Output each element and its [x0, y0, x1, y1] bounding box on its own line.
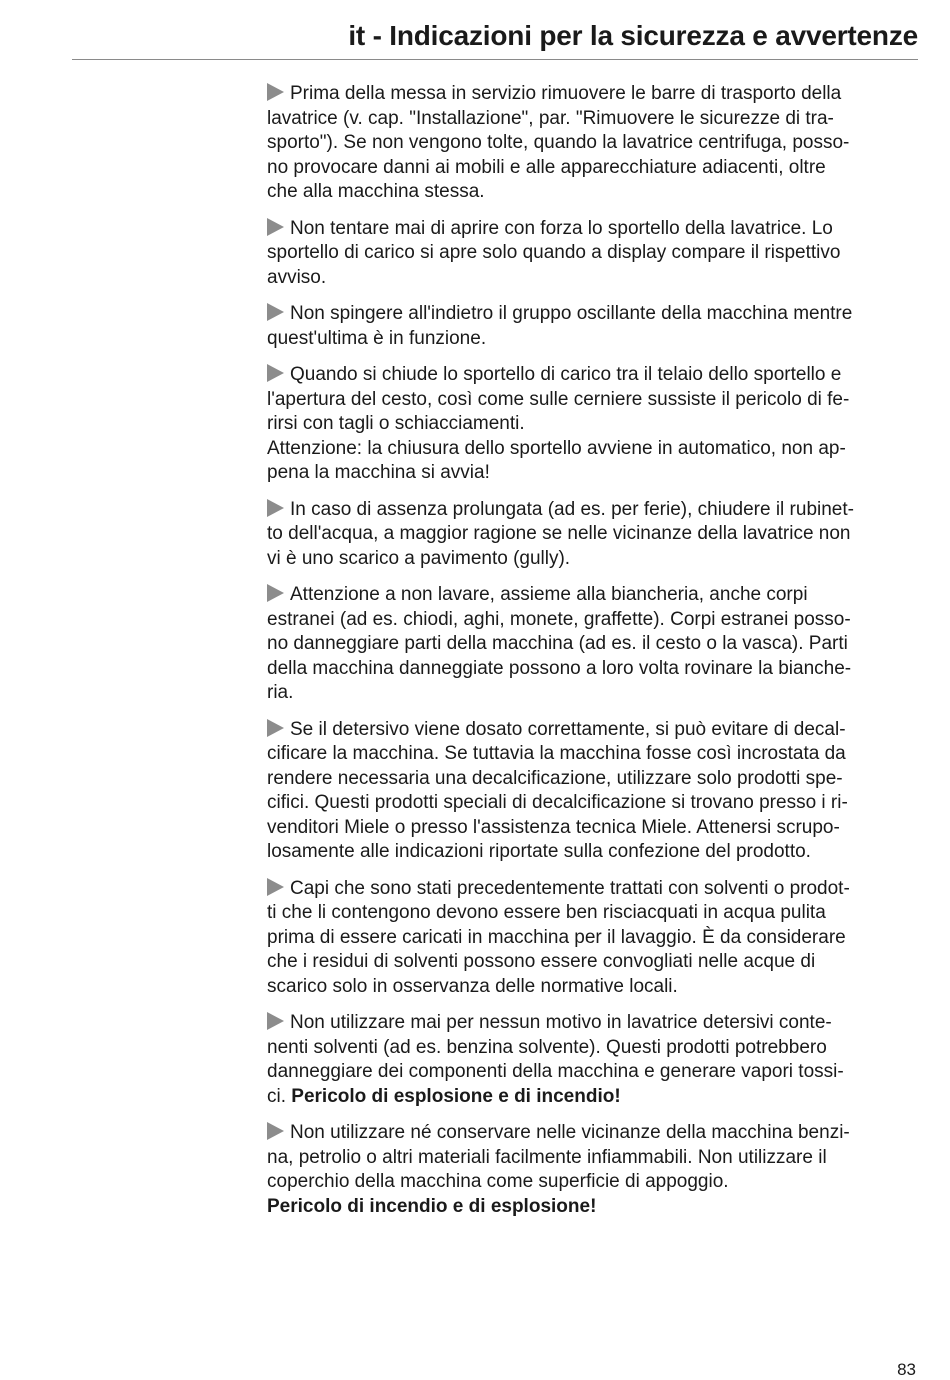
item-line: pena la macchina si avvia! — [267, 462, 490, 483]
item-line: ci. — [267, 1085, 286, 1107]
safety-item-door-force — [267, 217, 919, 291]
item-line: della macchina danneggiate possono a loro volta rovinare la bianche- — [267, 657, 852, 679]
safety-item-water-tap — [267, 498, 919, 572]
triangle-bullet-icon — [267, 303, 284, 321]
item-line: In caso di assenza prolungata (ad es. per ferie), chiudere il rubinet- — [290, 498, 854, 520]
item-line: na, petrolio o altri materiali facilmente infiammabili. Non utilizzare il — [267, 1146, 827, 1168]
item-line: lavatrice (v. cap. "Installazione", par. "Rimuovere le sicurezze di tra- — [267, 107, 834, 129]
item-line: cifici. Questi prodotti speciali di decalcificazione si trovano presso i ri- — [267, 792, 848, 813]
fire-warning: Pericolo di incendio e di esplosione! — [267, 1195, 597, 1217]
page-number: 83 — [897, 1360, 916, 1379]
item-line: estranei (ad es. chiodi, aghi, monete, graffette). Corpi estranei posso- — [267, 608, 851, 630]
triangle-bullet-icon — [267, 719, 284, 737]
triangle-bullet-icon — [267, 499, 284, 517]
safety-item-flammables — [267, 1121, 919, 1219]
item-line: sportello di carico si apre solo quando a display compare il rispettivo — [267, 242, 841, 263]
safety-item-door-closing — [267, 363, 919, 486]
triangle-bullet-icon — [267, 364, 284, 382]
item-line: vi è uno scarico a pavimento (gully). — [267, 547, 571, 569]
item-line: Non utilizzare né conservare nelle vicinanze della macchina benzi- — [290, 1122, 850, 1143]
item-line: Attenzione: la chiusura dello sportello avviene in automatico, non ap- — [267, 437, 846, 459]
page-header — [0, 0, 950, 60]
safety-item-solvent-garments — [267, 877, 919, 1000]
item-line: prima di essere caricati in macchina per il lavaggio. È da considerare — [267, 926, 846, 948]
item-line: Quando si chiude lo sportello di carico tra il telaio dello sportello e — [290, 364, 842, 385]
item-line: to dell'acqua, a maggior ragione se nelle vicinanze della lavatrice non — [267, 523, 851, 544]
item-line: ria. — [267, 682, 294, 703]
item-line: Se il detersivo viene dosato correttamente, si può evitare di decal- — [290, 718, 846, 740]
item-line: venditori Miele o presso l'assistenza tecnica Miele. Attenersi scrupo- — [267, 816, 840, 838]
triangle-bullet-icon — [267, 218, 284, 236]
header-divider — [72, 59, 918, 60]
safety-instructions-list — [267, 82, 919, 1231]
item-line: l'apertura del cesto, così come sulle cerniere sussiste il pericolo di fe- — [267, 388, 850, 410]
item-line: losamente alle indicazioni riportate sulla confezione del prodotto. — [267, 841, 811, 862]
triangle-bullet-icon — [267, 584, 284, 602]
item-line: Non utilizzare mai per nessun motivo in lavatrice detersivi conte- — [290, 1012, 832, 1033]
page-title: it - Indicazioni per la sicurezza e avvertenze — [348, 20, 918, 51]
safety-item-oscillating-group — [267, 302, 919, 351]
triangle-bullet-icon — [267, 1122, 284, 1140]
triangle-bullet-icon — [267, 878, 284, 896]
item-line: ti che li contengono devono essere ben risciacquati in acqua pulita — [267, 902, 826, 923]
item-line: rirsi con tagli o schiacciamenti. — [267, 413, 525, 434]
explosion-warning: Pericolo di esplosione e di incendio! — [291, 1085, 621, 1107]
item-line: danneggiare dei componenti della macchina e generare vapori tossi- — [267, 1061, 844, 1082]
item-line: avviso. — [267, 266, 327, 288]
triangle-bullet-icon — [267, 1012, 284, 1030]
safety-item-decalcification — [267, 718, 919, 865]
item-line: sporto"). Se non vengono tolte, quando la lavatrice centrifuga, posso- — [267, 132, 850, 153]
item-line: che alla macchina stessa. — [267, 181, 485, 202]
item-line: Prima della messa in servizio rimuovere le barre di trasporto della — [290, 83, 842, 104]
item-line: coperchio della macchina come superficie di appoggio. — [267, 1171, 729, 1192]
item-line: nenti solventi (ad es. benzina solvente). Questi prodotti potrebbero — [267, 1036, 827, 1058]
safety-item-foreign-objects — [267, 583, 919, 706]
item-line: Non tentare mai di aprire con forza lo sportello della lavatrice. Lo — [290, 217, 833, 239]
item-line: Capi che sono stati precedentemente trattati con solventi o prodot- — [290, 877, 850, 899]
item-line: rendere necessaria una decalcificazione, utilizzare solo prodotti spe- — [267, 767, 843, 789]
triangle-bullet-icon — [267, 83, 284, 101]
item-line: che i residui di solventi possono essere convogliati nelle acque di — [267, 951, 816, 972]
item-line: Non spingere all'indietro il gruppo oscillante della macchina mentre — [290, 303, 853, 324]
item-line: quest'ultima è in funzione. — [267, 327, 487, 349]
item-line: scarico solo in osservanza delle normative locali. — [267, 975, 678, 997]
item-line: no danneggiare parti della macchina (ad es. il cesto o la vasca). Parti — [267, 633, 848, 654]
item-line: no provocare danni ai mobili e alle apparecchiature adiacenti, oltre — [267, 156, 826, 178]
safety-item-transport-bars — [267, 82, 919, 205]
safety-item-solvent-detergents — [267, 1011, 919, 1109]
item-line: cificare la macchina. Se tuttavia la macchina fosse così incrostata da — [267, 743, 846, 764]
item-line: Attenzione a non lavare, assieme alla biancheria, anche corpi — [290, 584, 808, 605]
